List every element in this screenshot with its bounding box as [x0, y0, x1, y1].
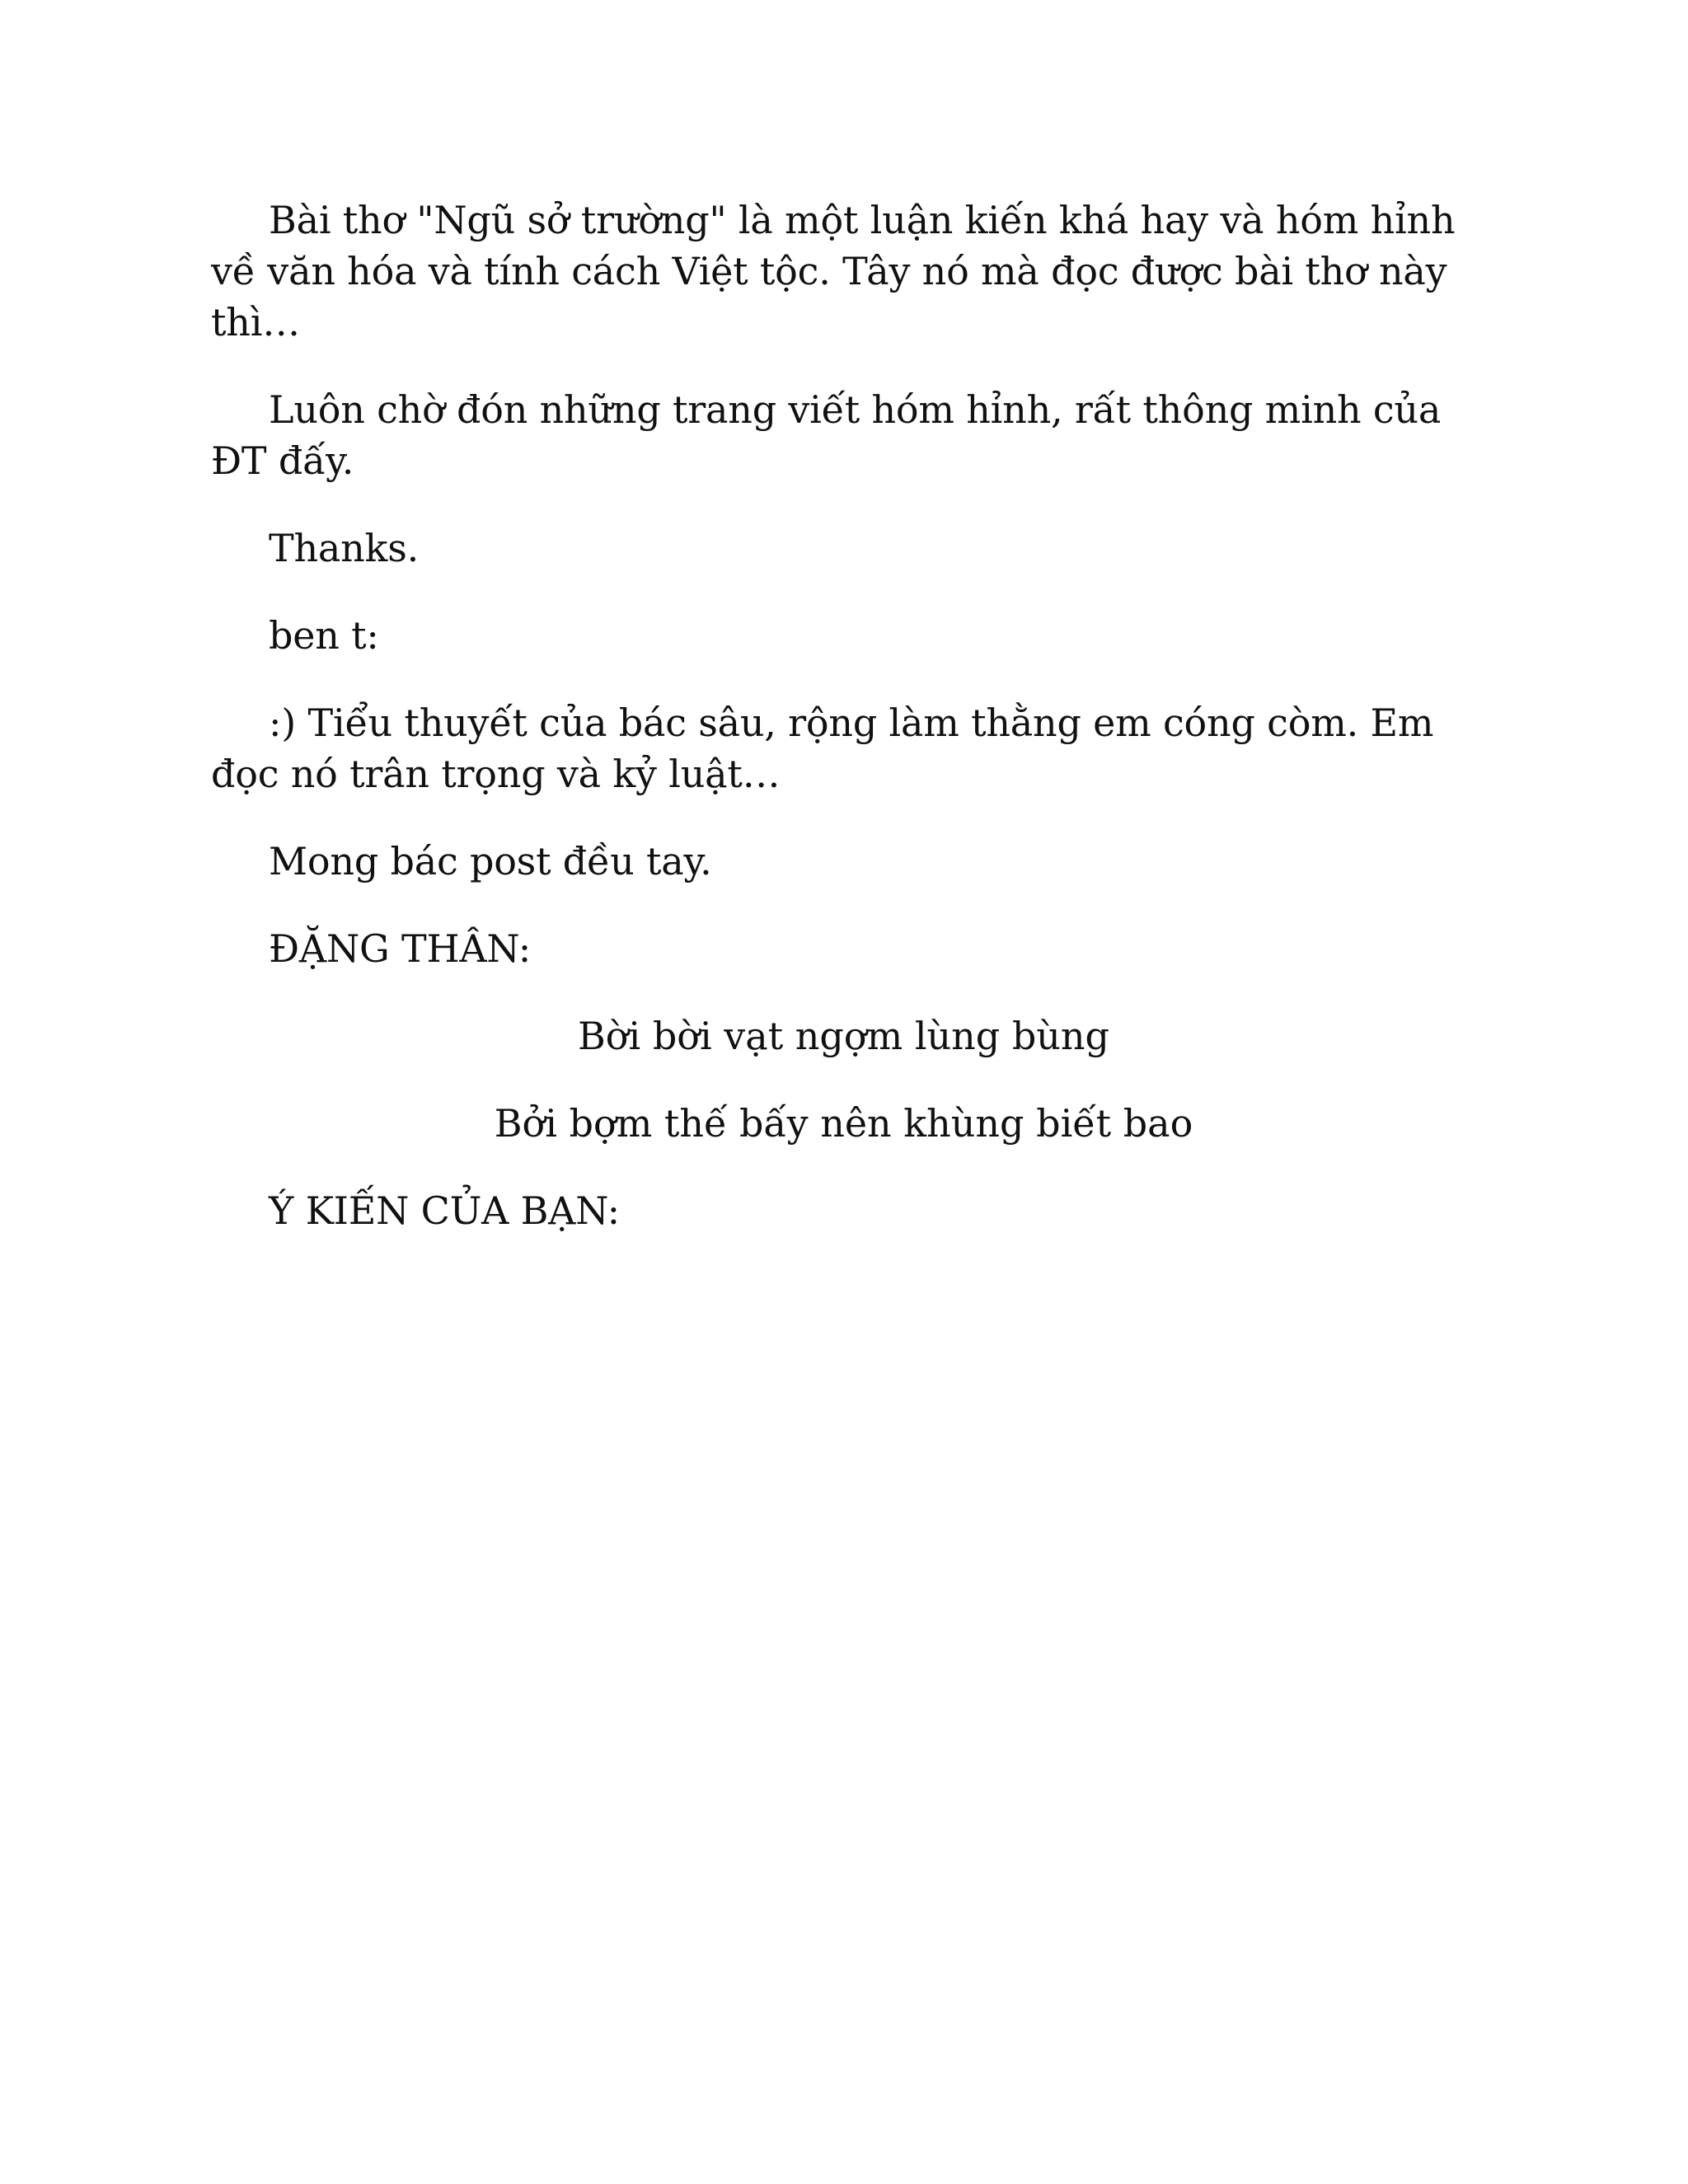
paragraph-request: Mong bác post đều tay.: [269, 839, 712, 883]
verse-line-1: Bời bời vạt ngợm lùng bùng: [577, 1014, 1109, 1058]
document-body: [211, 194, 1476, 1272]
paragraph-comment: Bài thơ "Ngũ sở trường" là một luận kiến khá hay và hóm hỉnh về văn hóa và tính cách Việt tộc. Tây nó mà đọc được bài thơ này thì…: [211, 198, 1456, 344]
verse-line-2: Bởi bợm thế bấy nên khùng biết bao: [494, 1101, 1193, 1146]
paragraph-thanks: Thanks.: [269, 526, 420, 570]
paragraph-praise: Luôn chờ đón những trang viết hóm hỉnh, rất thông minh của ĐT đấy.: [211, 387, 1442, 483]
author-heading: ĐẶNG THÂN:: [269, 926, 532, 971]
paragraph-novel-comment: :) Tiểu thuyết của bác sâu, rộng làm thằng em cóng còm. Em đọc nó trân trọng và kỷ luật…: [211, 701, 1434, 796]
reader-comments-heading: Ý KIẾN CỦA BẠN:: [269, 1188, 620, 1233]
commenter-name: ben t:: [269, 613, 379, 658]
